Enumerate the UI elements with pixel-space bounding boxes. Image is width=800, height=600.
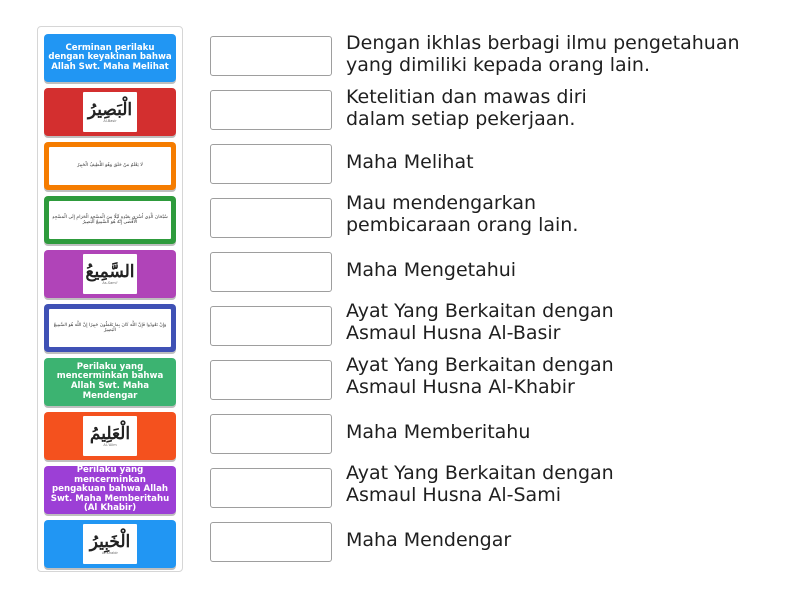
answer-tile-9[interactable]: [44, 466, 176, 514]
drop-slot-7[interactable]: [210, 360, 332, 400]
answer-tile-7[interactable]: [44, 358, 176, 406]
transliteration: Al-Basir: [103, 119, 117, 123]
drop-slot-2[interactable]: [210, 90, 332, 130]
transliteration: Al-Khabir: [102, 551, 118, 555]
answer-tile-10[interactable]: [44, 520, 176, 568]
answer-tile-5[interactable]: [44, 250, 176, 298]
tiles-panel: [37, 26, 183, 572]
verse-card: [49, 201, 171, 239]
transliteration: Al-'Alim: [103, 443, 117, 447]
asmaul-husna-card: [83, 92, 137, 132]
tile-label: Cerminan perilaku dengan keyakinan bahwa Allah Swt. Maha Melihat: [48, 42, 172, 72]
arabic-name: السَّمِيعُ: [85, 262, 135, 282]
drop-slot-1[interactable]: [210, 36, 332, 76]
target-label-7: Ayat Yang Berkaitan dengan Asmaul Husna Al-Khabir: [346, 354, 614, 398]
answer-tile-8[interactable]: [44, 412, 176, 460]
drop-slot-5[interactable]: [210, 252, 332, 292]
verse-card: [49, 147, 171, 185]
target-label-4: Mau mendengarkan pembicaraan orang lain.: [346, 192, 579, 236]
answer-tile-4[interactable]: [44, 196, 176, 244]
arabic-name: الْعَلِيمُ: [89, 424, 131, 444]
target-label-1: Dengan ikhlas berbagi ilmu pengetahuan yang dimiliki kepada orang lain.: [346, 32, 740, 76]
target-label-10: Maha Mendengar: [346, 529, 512, 551]
target-label-3: Maha Melihat: [346, 151, 474, 173]
drop-slot-10[interactable]: [210, 522, 332, 562]
quran-verse: وَإِنْ تَعُودُوا فَإِنَّ اللَّهَ كَانَ بِمَا تَعْمَلُونَ خَبِيرًا إِنَّ اللَّهَ هُوَ السَّمِيعُ الْبَصِيرُ: [53, 322, 167, 333]
drop-slot-4[interactable]: [210, 198, 332, 238]
quran-verse: لَا يَعْلَمُ مَنْ خَلَقَ وَهُوَ اللَّطِيفُ الْخَبِيرُ: [77, 163, 143, 169]
transliteration: As-Sami': [102, 281, 118, 285]
answer-tile-1[interactable]: [44, 34, 176, 82]
target-label-5: Maha Mengetahui: [346, 259, 517, 281]
target-label-2: Ketelitian dan mawas diri dalam setiap pekerjaan.: [346, 86, 587, 130]
arabic-name: الْبَصِيرُ: [87, 100, 133, 120]
target-label-8: Maha Memberitahu: [346, 421, 531, 443]
tile-label: Perilaku yang mencerminkan pengakuan bahwa Allah Swt. Maha Memberitahu (Al Khabir): [50, 465, 170, 514]
answer-tile-3[interactable]: [44, 142, 176, 190]
drop-slot-6[interactable]: [210, 306, 332, 346]
tile-label: Perilaku yang mencerminkan bahwa Allah Swt. Maha Mendengar: [56, 361, 164, 401]
arabic-name: الْخَبِيرُ: [89, 532, 131, 552]
target-label-6: Ayat Yang Berkaitan dengan Asmaul Husna Al-Basir: [346, 300, 614, 344]
answer-tile-6[interactable]: [44, 304, 176, 352]
target-label-9: Ayat Yang Berkaitan dengan Asmaul Husna Al-Sami: [346, 462, 614, 506]
drop-slot-9[interactable]: [210, 468, 332, 508]
drop-slot-3[interactable]: [210, 144, 332, 184]
asmaul-husna-card: [83, 524, 137, 564]
drop-slot-8[interactable]: [210, 414, 332, 454]
asmaul-husna-card: [83, 254, 137, 294]
verse-card: [49, 309, 171, 347]
answer-tile-2[interactable]: [44, 88, 176, 136]
asmaul-husna-card: [83, 416, 137, 456]
quran-verse: سُبْحَانَ الَّذِي أَسْرَى بِعَبْدِهِ لَيْلًا مِنَ الْمَسْجِدِ الْحَرَامِ إِلَى الْمَسْجِدِ الْأَقْصَى إِنَّهُ هُوَ السَّمِيعُ الْبَصِيرُ: [52, 214, 168, 225]
